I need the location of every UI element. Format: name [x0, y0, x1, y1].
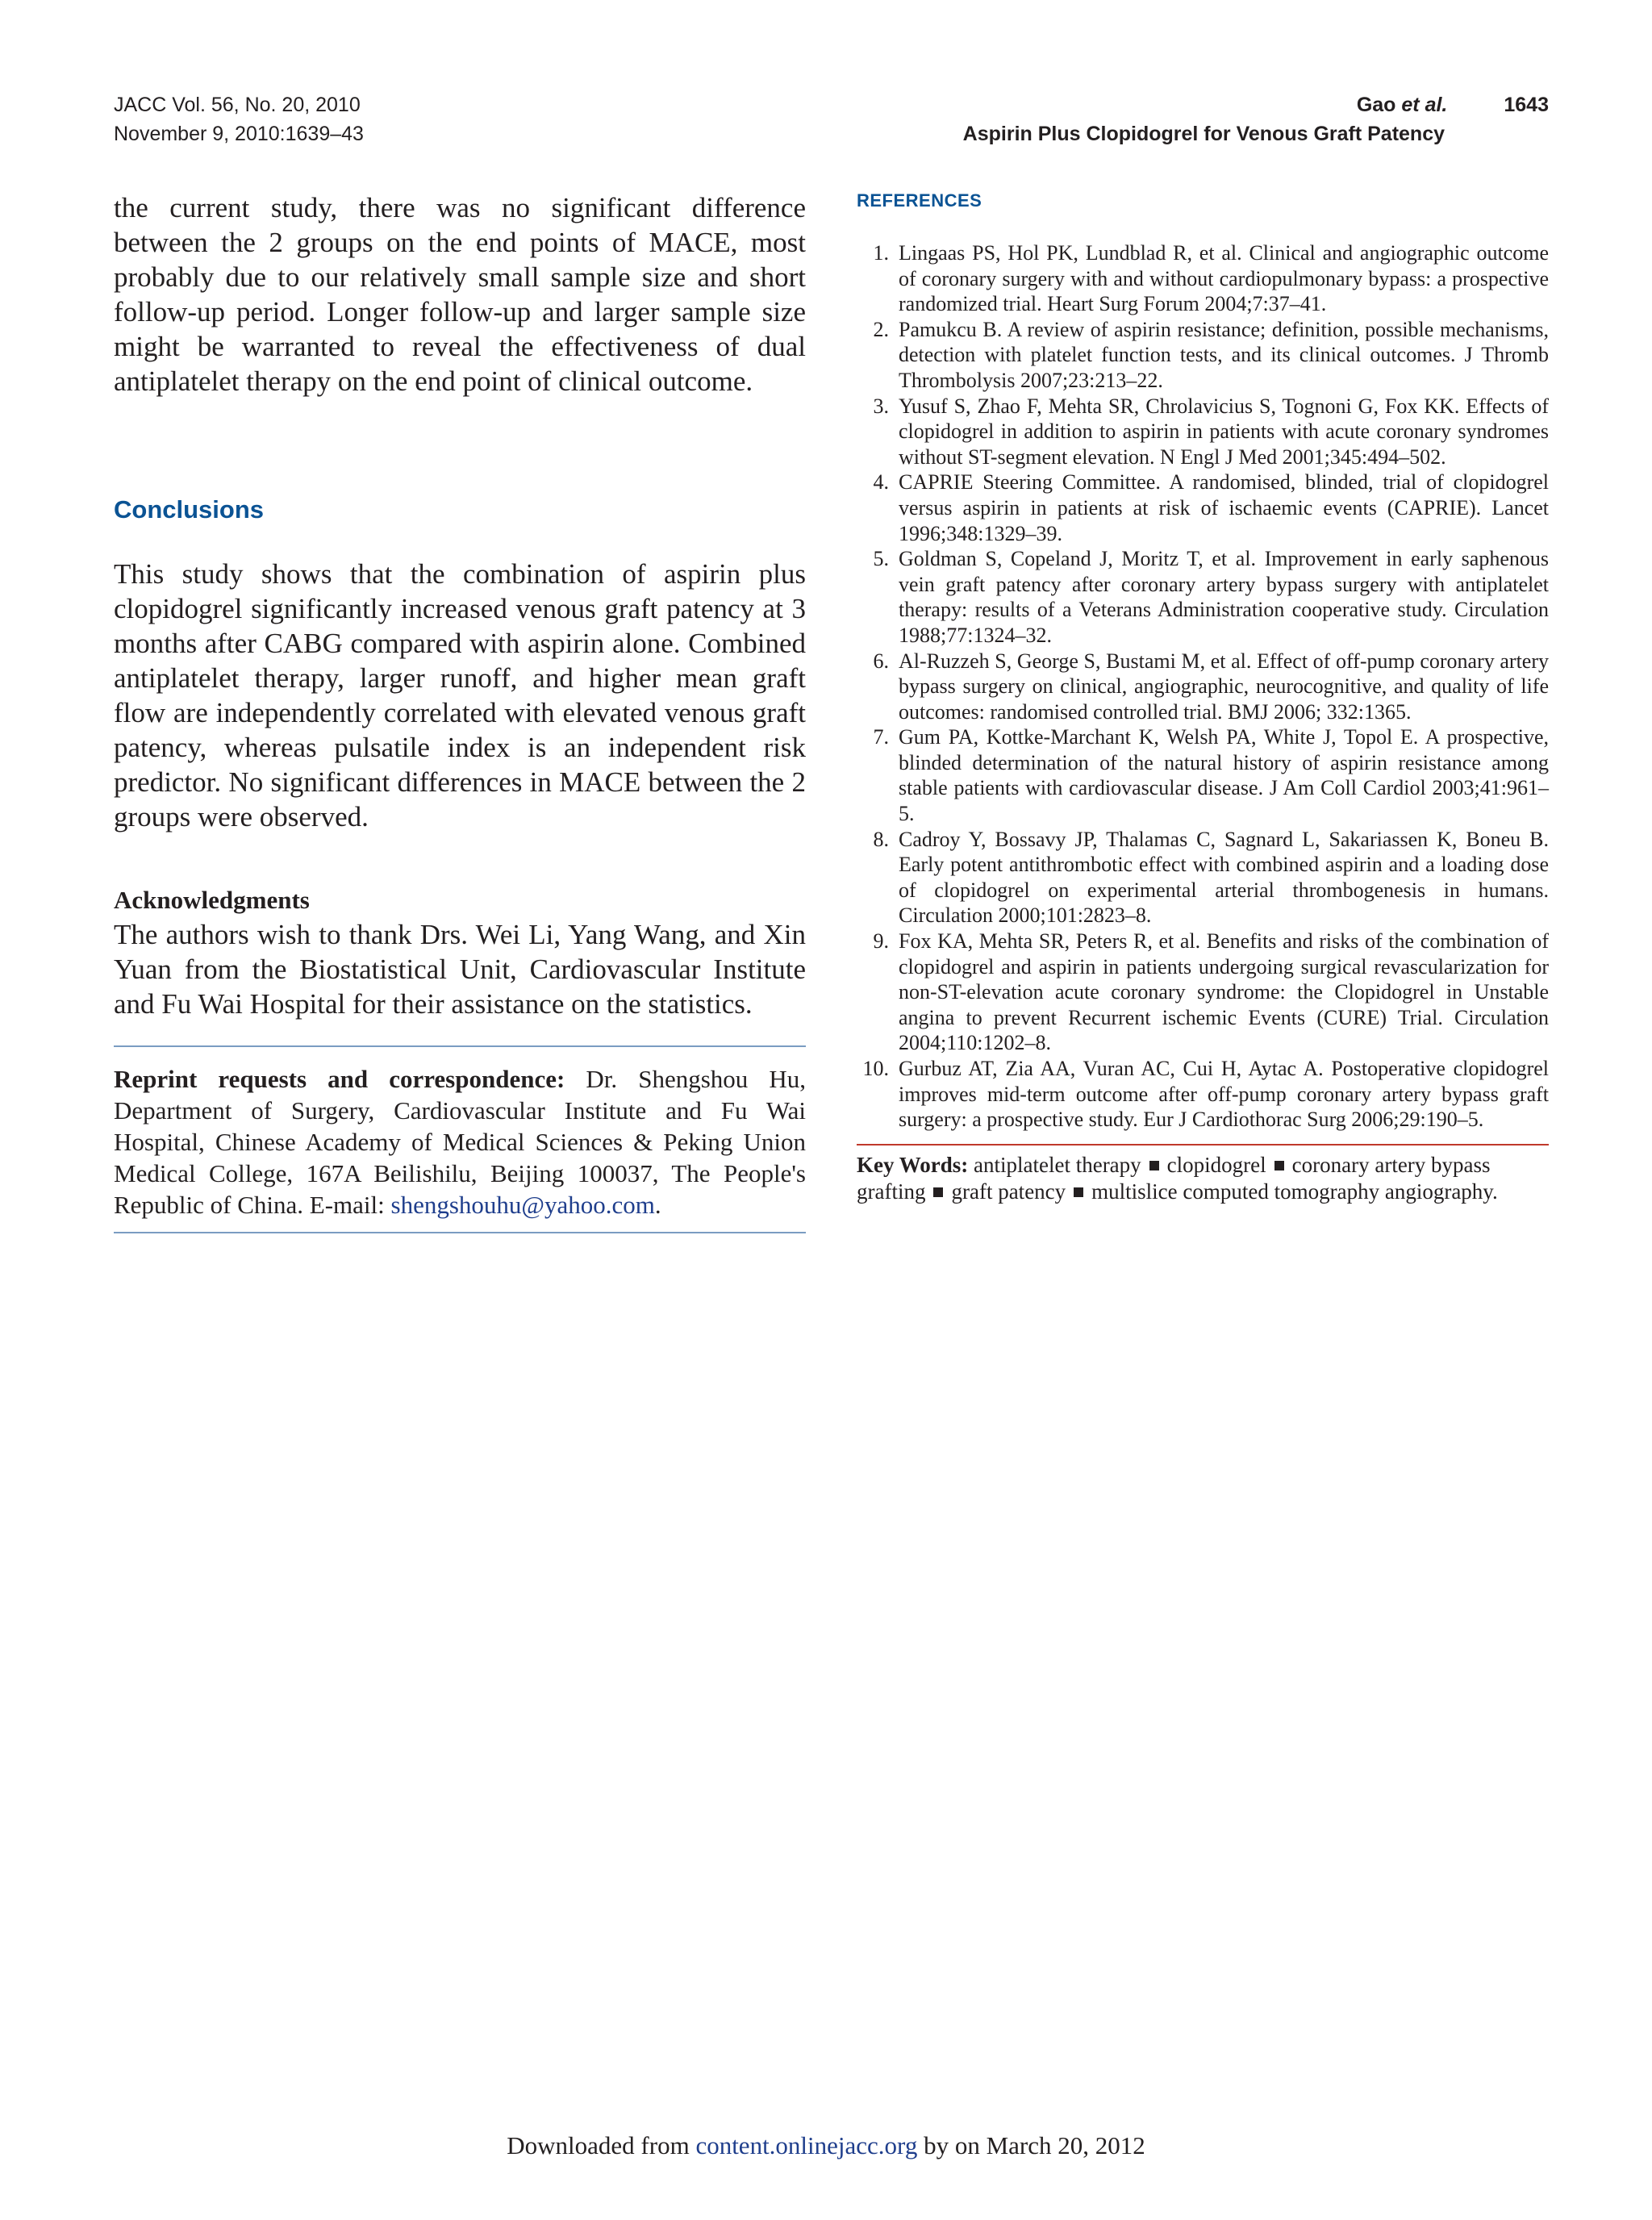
reference-item	[857, 1056, 1549, 1133]
keyword-separator-icon	[1149, 1161, 1159, 1171]
reference-number: 9.	[873, 929, 889, 954]
reference-number: 6.	[873, 649, 889, 673]
page-number: 1643	[1504, 94, 1549, 116]
conclusions-heading: Conclusions	[114, 495, 265, 524]
keyword-separator-icon	[1074, 1187, 1083, 1197]
reference-number: 4.	[873, 470, 889, 494]
reference-item	[857, 469, 1549, 546]
running-header-right	[963, 90, 1549, 148]
reference-text: Lingaas PS, Hol PK, Lundblad R, et al. Clinical and angiographic outcome of coronary surgery with and without cardiopulmonary bypass: a prospective randomized trial. Heart Surg Forum 2004;7:37–41.	[899, 241, 1549, 316]
reference-item	[857, 724, 1549, 826]
reference-text: Al-Ruzzeh S, George S, Bustami M, et al. Effect of off-pump coronary artery bypass surgery on clinical, angiographic, neurocognitive, and quality of life outcomes: randomised controlled trial. BMJ 2006; 332:1365.	[899, 649, 1549, 724]
reference-number: 10.	[862, 1057, 889, 1080]
article-short-title: Aspirin Plus Clopidogrel for Venous Graft Patency	[962, 123, 1445, 145]
key-words	[857, 1152, 1549, 1205]
reprint-requests: Reprint requests and correspondence: Dr. Shengshou Hu, Department of Surgery, Cardiovascular Institute and Fu Wai Hospital, Chinese Academy of Medical Sciences & Peking Union Medical College, 167A Beilishilu, Beijing 100037, The People's Republic of China. E-mail: shengshouhu@yahoo.com.	[114, 1065, 807, 1219]
keywords-label: Key Words:	[857, 1152, 969, 1177]
reference-number: 3.	[873, 394, 889, 418]
reference-item	[857, 827, 1549, 928]
reference-item	[857, 394, 1549, 470]
reference-text: Gurbuz AT, Zia AA, Vuran AC, Cui H, Aytac A. Postoperative clopidogrel improves mid-term outcome after off-pump coronary artery bypass graft surgery: a prospective study. Eur J Cardiothorac Surg 2006;29:190–5.	[899, 1057, 1549, 1132]
author-line	[963, 90, 1549, 119]
reference-text: Goldman S, Copeland J, Moritz T, et al. Improvement in early saphenous vein graft patency after coronary artery bypass surgery with antiplatelet therapy: results of a Veterans Administration cooperative study. Circulation 1988;77:1324–32.	[899, 547, 1549, 647]
reference-number: 1.	[873, 241, 889, 265]
reference-item	[857, 240, 1549, 317]
reference-item	[857, 317, 1549, 394]
reference-text: CAPRIE Steering Committee. A randomised, blinded, trial of clopidogrel versus aspirin in patients at risk of ischaemic events (CAPRIE). Lancet 1996;348:1329–39.	[899, 470, 1549, 545]
acknowledgments-heading: Acknowledgments	[114, 886, 310, 914]
keyword: graft patency	[951, 1179, 1066, 1204]
source-link[interactable]: content.onlinejacc.org	[695, 2131, 918, 2159]
left-column	[114, 190, 806, 1233]
keyword: coronary artery bypass grafting	[857, 1152, 1491, 1204]
issue-date-pages: November 9, 2010:1639–43	[114, 123, 364, 145]
keyword: antiplatelet therapy	[974, 1152, 1141, 1177]
reference-text: Yusuf S, Zhao F, Mehta SR, Chrolavicius S, Tognoni G, Fox KK. Effects of clopidogrel in addition to aspirin in patients with acute coronary syndromes without ST-segment elevation. N Engl J Med 2001;345:494–502.	[899, 394, 1549, 469]
keyword: clopidogrel	[1166, 1152, 1266, 1177]
right-column	[857, 190, 1549, 1205]
reference-item	[857, 928, 1549, 1056]
reference-number: 7.	[873, 725, 889, 749]
acknowledgments-paragraph: The authors wish to thank Drs. Wei Li, Yang Wang, and Xin Yuan from the Biostatistical Unit, Cardiovascular Institute and Fu Wai Hospital for their assistance on the statistics.	[114, 919, 806, 1020]
reference-number: 5.	[873, 547, 889, 571]
download-footer: Downloaded from content.onlinejacc.org by on March 20, 2012	[507, 2131, 1145, 2159]
keyword-separator-icon	[933, 1187, 943, 1197]
references-list	[857, 240, 1549, 1133]
running-header-left	[114, 90, 364, 148]
reference-item	[857, 649, 1549, 725]
reference-number: 8.	[873, 827, 889, 851]
divider-bottom	[114, 1232, 806, 1233]
reference-text: Gum PA, Kottke-Marchant K, Welsh PA, White J, Topol E. A prospective, blinded determination of the natural history of aspirin resistance among stable patients with cardiovascular disease. J Am Coll Cardiol 2003;41:961–5.	[899, 725, 1549, 826]
email-link[interactable]: shengshouhu@yahoo.com	[390, 1191, 655, 1219]
reference-item	[857, 546, 1549, 648]
reference-text: Cadroy Y, Bossavy JP, Thalamas C, Sagnard L, Sakariassen K, Boneu B. Early potent antithrombotic effect with combined aspirin and a loading dose of clopidogrel on experimental arterial thrombogenesis in humans. Circulation 2000;101:2823–8.	[899, 827, 1549, 928]
conclusions-paragraph: This study shows that the combination of aspirin plus clopidogrel significantly increased venous graft patency at 3 months after CABG compared with aspirin alone. Combined antiplatelet therapy, larger runoff, and higher mean graft flow are independently correlated with elevated venous graft patency, whereas pulsatile index is an independent risk predictor. No significant differences in MACE between the 2 groups were observed.	[114, 558, 806, 832]
keyword-separator-icon	[1274, 1161, 1284, 1171]
references-heading: REFERENCES	[857, 190, 982, 211]
reference-text: Fox KA, Mehta SR, Peters R, et al. Benefits and risks of the combination of clopidogrel and aspirin in patients undergoing surgical revascularization for non-ST-elevation acute coronary syndrome: the Clopidogrel in Unstable angina to prevent Recurrent ischemic Events (CURE) Trial. Circulation 2004;110:1202–8.	[899, 929, 1549, 1055]
reference-number: 2.	[873, 317, 889, 341]
journal-citation: JACC Vol. 56, No. 20, 2010	[114, 94, 361, 116]
reference-text: Pamukcu B. A review of aspirin resistance; definition, possible mechanisms, detection with platelet function tests, and its clinical outcomes. J Thromb Thrombolysis 2007;23:213–22.	[899, 317, 1549, 392]
author-name: Gao et al.	[1356, 94, 1448, 116]
discussion-paragraph: the current study, there was no significant difference between the 2 groups on the end points of MACE, most probably due to our relatively small sample size and short follow-up period. Longer follow-up and larger sample size might be warranted to reveal the effectiveness of dual antiplatelet therapy on the end point of clinical outcome.	[114, 192, 806, 397]
reprint-label: Reprint requests and correspondence:	[114, 1065, 565, 1093]
keyword: multislice computed tomography angiography.	[1091, 1179, 1498, 1204]
